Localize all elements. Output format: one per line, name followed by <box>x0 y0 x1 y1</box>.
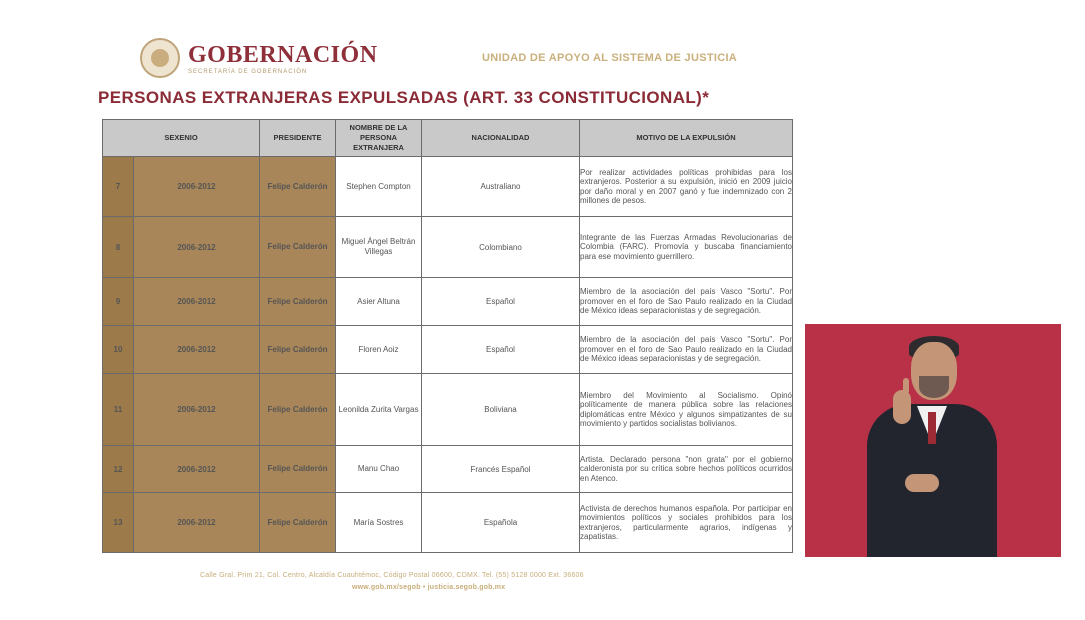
row-nombre: Manu Chao <box>336 446 422 493</box>
row-nacionalidad: Español <box>422 326 580 374</box>
table-row <box>103 278 793 326</box>
table-row <box>103 493 793 553</box>
header-presidente: PRESIDENTE <box>260 120 336 157</box>
expulsions-table <box>102 119 793 553</box>
row-sexenio: 2006-2012 <box>134 157 260 217</box>
interpreter-tie <box>928 412 936 444</box>
table-row <box>103 446 793 493</box>
row-motivo: Miembro de la asociación del país Vasco "Sortu". Por promover en el foro de Sao Paulo realizado en la Ciudad de México ideas separacionistas y de segregación. <box>580 287 792 316</box>
row-nombre: Miguel Ángel Beltrán Villegas <box>336 217 422 278</box>
coat-of-arms-icon <box>140 38 180 78</box>
row-nombre: Asier Altuna <box>336 278 422 326</box>
row-nacionalidad: Española <box>422 493 580 553</box>
row-presidente: Felipe Calderón <box>260 446 336 493</box>
row-motivo: Miembro de la asociación del país Vasco "Sortu". Por promover en el foro de Sao Paulo realizado en la Ciudad de México ideas separacionistas y de segregación. <box>580 335 792 364</box>
row-presidente: Felipe Calderón <box>260 493 336 553</box>
header-motivo: MOTIVO DE LA EXPULSIÓN <box>580 120 793 157</box>
row-motivo: Artista. Declarado persona "non grata" por el gobierno calderonista por su crítica sobre hechos políticos ocurridos en Atenco. <box>580 454 792 483</box>
interpreter-video <box>805 324 1061 557</box>
row-number: 9 <box>103 278 134 326</box>
header-sexenio: SEXENIO <box>103 120 260 157</box>
table-header-row <box>103 120 793 157</box>
row-nacionalidad: Boliviana <box>422 374 580 446</box>
row-sexenio: 2006-2012 <box>134 217 260 278</box>
row-nombre: Floren Aoiz <box>336 326 422 374</box>
row-number: 13 <box>103 493 134 553</box>
footer-address: Calle Gral. Prim 21, Col. Centro, Alcaldía Cuauhtémoc, Código Postal 06600, CDMX. Tel. (55) 5128 0000 Ext. 36606 <box>200 572 584 579</box>
table-row <box>103 157 793 217</box>
brand-subtitle: SECRETARÍA DE GOBERNACIÓN <box>188 68 308 75</box>
row-presidente: Felipe Calderón <box>260 217 336 278</box>
row-motivo: Por realizar actividades políticas prohibidas para los extranjeros. Posterior a su expulsión, inició en 2009 juicio por daño moral y en 2007 ganó y fue indemnizado con 2 millones de pesos. <box>580 167 792 205</box>
row-nacionalidad: Francés Español <box>422 446 580 493</box>
table-row <box>103 217 793 278</box>
row-motivo: Integrante de las Fuerzas Armadas Revolucionarias de Colombia (FARC). Promovía y buscaba financiamiento para ese movimiento guerrillero. <box>580 232 792 261</box>
row-presidente: Felipe Calderón <box>260 326 336 374</box>
row-motivo: Activista de derechos humanos española. Por participar en movimientos políticos y sociales prohibidos para los extranjeros, particularmente agrarios, indígenas y zapatistas. <box>580 503 792 541</box>
row-presidente: Felipe Calderón <box>260 157 336 217</box>
row-number: 7 <box>103 157 134 217</box>
row-presidente: Felipe Calderón <box>260 278 336 326</box>
row-nombre: Leonilda Zurita Vargas <box>336 374 422 446</box>
row-nombre: Stephen Compton <box>336 157 422 217</box>
row-sexenio: 2006-2012 <box>134 374 260 446</box>
row-number: 12 <box>103 446 134 493</box>
page-title: PERSONAS EXTRANJERAS EXPULSADAS (ART. 33 CONSTITUCIONAL)* <box>98 88 710 107</box>
row-sexenio: 2006-2012 <box>134 326 260 374</box>
row-number: 10 <box>103 326 134 374</box>
row-nacionalidad: Australiano <box>422 157 580 217</box>
unit-name: UNIDAD DE APOYO AL SISTEMA DE JUSTICIA <box>482 52 738 64</box>
table-row <box>103 326 793 374</box>
interpreter-beard <box>919 376 949 398</box>
row-motivo: Miembro del Movimiento al Socialismo. Opinó políticamente de manera pública sobre las relaciones diplomáticas entre México y algunos simpatizantes de su movimiento y partidos socialistas bolivianos. <box>580 390 792 428</box>
row-presidente: Felipe Calderón <box>260 374 336 446</box>
header-nacionalidad: NACIONALIDAD <box>422 120 580 157</box>
row-nacionalidad: Colombiano <box>422 217 580 278</box>
raised-hand <box>893 390 911 424</box>
footer-web: www.gob.mx/segob • justicia.segob.gob.mx <box>352 584 506 591</box>
row-nacionalidad: Español <box>422 278 580 326</box>
row-sexenio: 2006-2012 <box>134 446 260 493</box>
row-nombre: María Sostres <box>336 493 422 553</box>
header-nombre: NOMBRE DE LA PERSONA EXTRANJERA <box>336 120 422 157</box>
row-number: 8 <box>103 217 134 278</box>
gobernacion-logo <box>140 38 378 78</box>
lower-hand <box>905 474 939 492</box>
brand-name: GOBERNACIÓN <box>188 41 378 68</box>
row-sexenio: 2006-2012 <box>134 278 260 326</box>
table-row <box>103 374 793 446</box>
row-sexenio: 2006-2012 <box>134 493 260 553</box>
row-number: 11 <box>103 374 134 446</box>
